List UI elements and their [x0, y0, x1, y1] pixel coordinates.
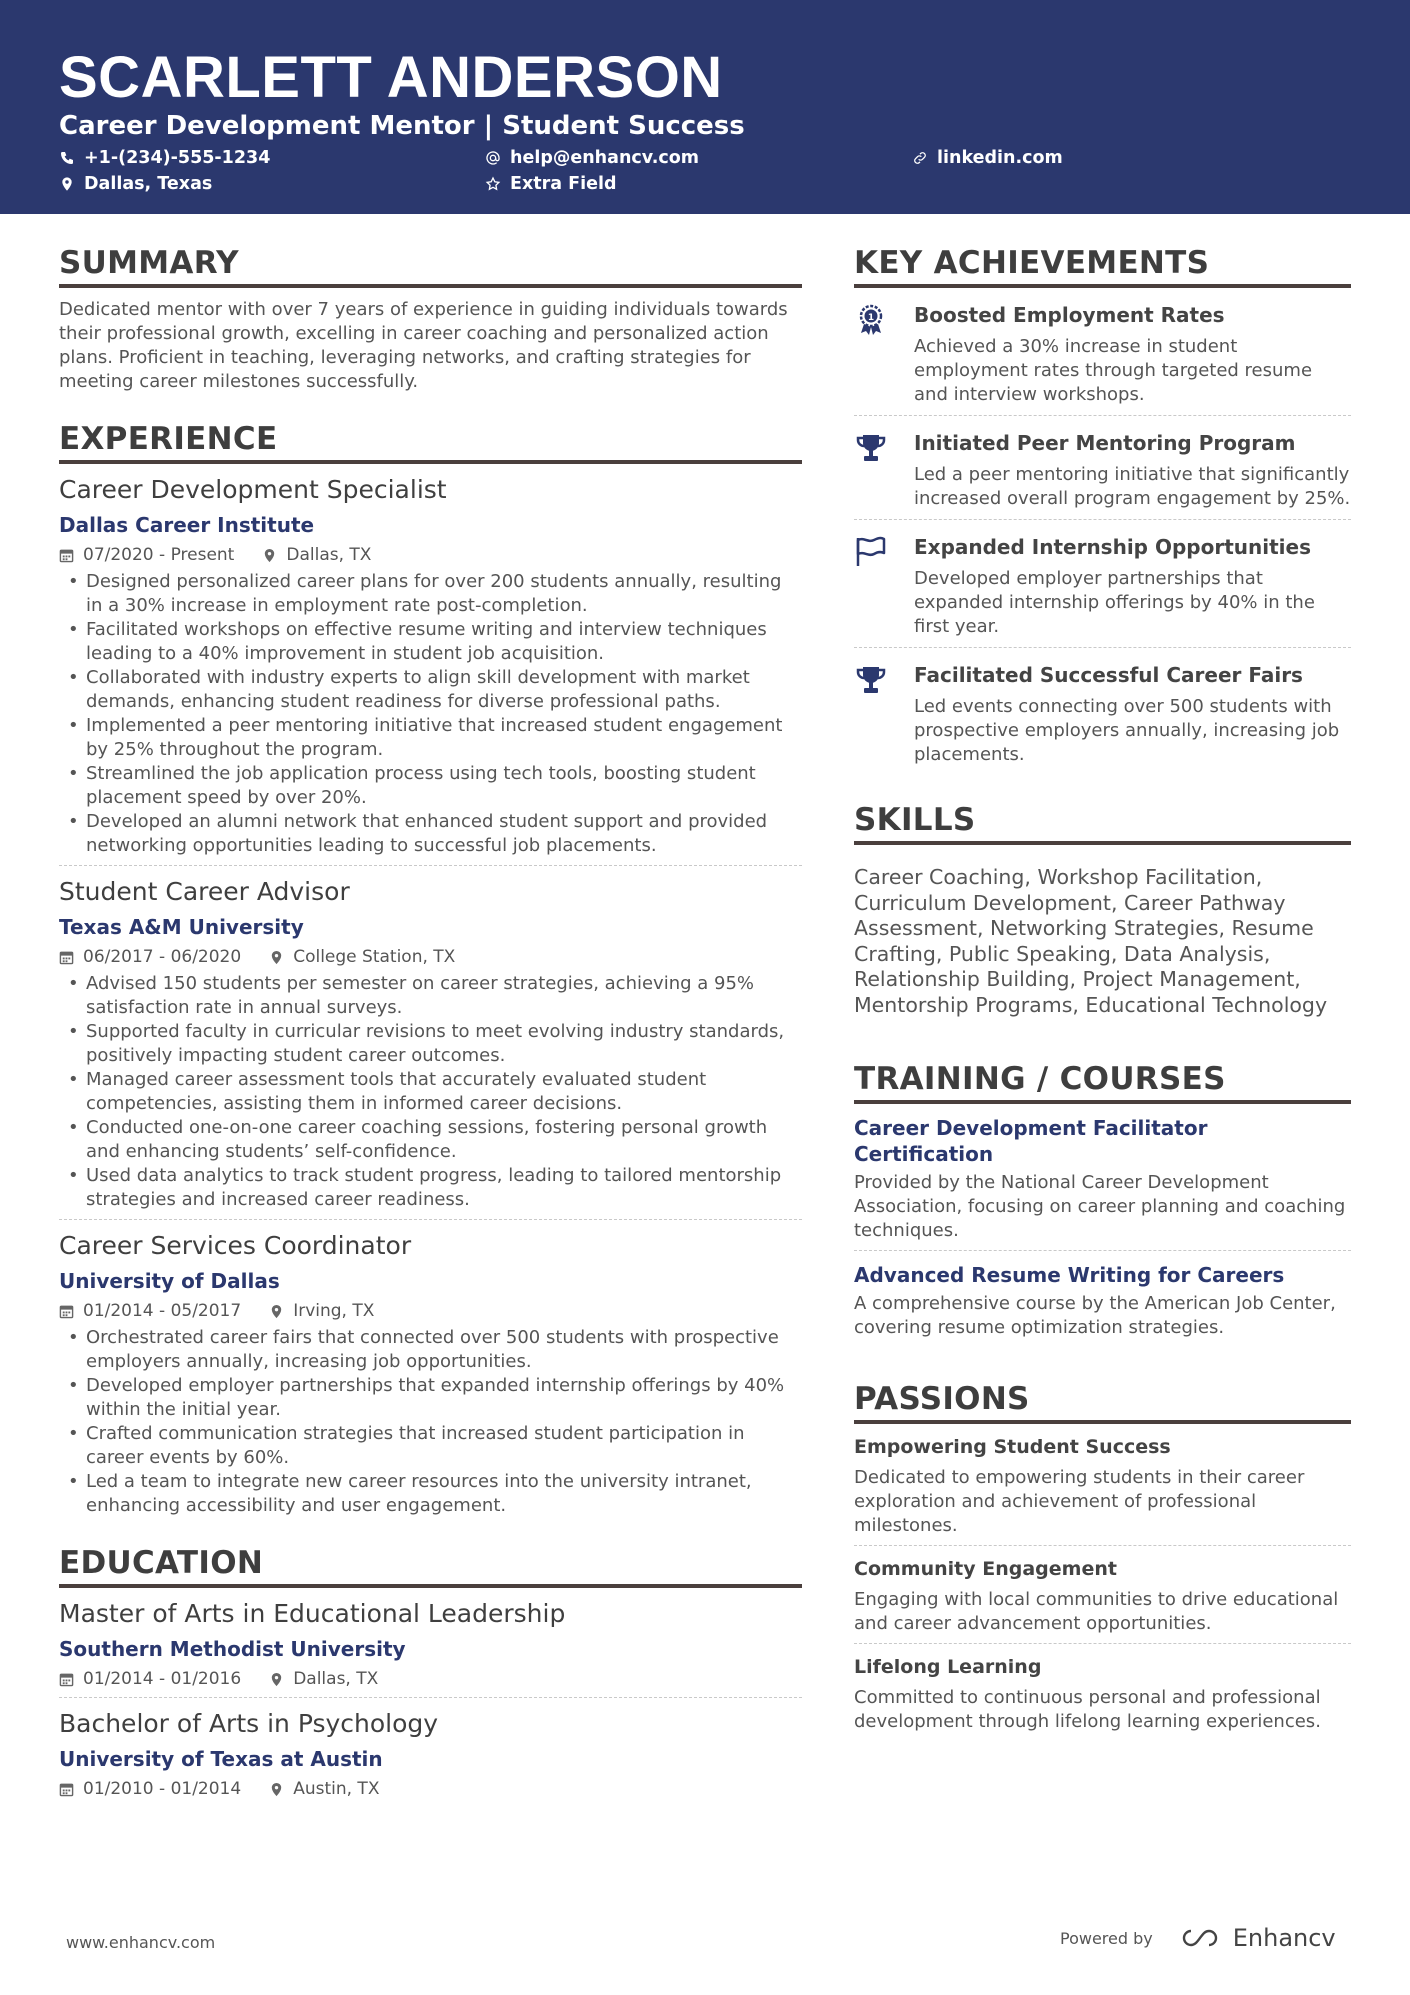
course-desc: A comprehensive course by the American Job Center, covering resume optimization strategies.	[854, 1293, 1336, 1338]
bullet-item: • Developed employer partnerships that expanded internship offerings by 40% within the initial year.	[59, 1374, 802, 1422]
contact-website[interactable]	[912, 148, 1063, 168]
entry-divider	[59, 865, 802, 866]
experience-entry	[59, 474, 802, 866]
left-column	[59, 244, 802, 1800]
entry-divider	[854, 1545, 1351, 1546]
achievement-title: Boosted Employment Rates	[914, 303, 1225, 327]
company-name: Texas A&M University	[59, 915, 304, 939]
job-bullets	[59, 972, 802, 1212]
degree-title: Master of Arts in Educational Leadership	[59, 1599, 566, 1628]
map-pin-icon	[59, 176, 75, 192]
job-meta	[59, 544, 802, 566]
email-text: help@enhancv.com	[510, 148, 700, 168]
map-pin-icon	[269, 950, 284, 965]
bullet-item: • Facilitated workshops on effective resume writing and interview techniques leading to a 40% improvement in student job acquisition.	[59, 618, 802, 666]
school-name: University of Texas at Austin	[59, 1747, 383, 1771]
job-bullets	[59, 570, 802, 858]
achievement-item	[854, 648, 1351, 775]
website-text: linkedin.com	[937, 148, 1063, 168]
job-dates: 07/2020 - Present	[83, 545, 235, 565]
achievement-title: Expanded Internship Opportunities	[914, 535, 1311, 559]
passion-item	[854, 1556, 1351, 1644]
education-dates: 01/2010 - 01/2014	[83, 1779, 242, 1799]
education-meta	[59, 1778, 802, 1800]
company-name: University of Dallas	[59, 1269, 280, 1293]
school-name: Southern Methodist University	[59, 1637, 406, 1661]
bullet-item: • Developed an alumni network that enhanced student support and provided networking opportunities leading to successful job placements.	[59, 810, 802, 858]
skills-text: Career Coaching, Workshop Facilitation, Curriculum Development, Career Pathway Assessment, Networking Strategies, Resume Crafting, Public Speaking, Data Analysis, Relationship Building, Project Management, Mentorship Programs, Educational Technology	[854, 865, 1328, 1017]
extra-text: Extra Field	[510, 174, 617, 194]
education-entry	[59, 1708, 802, 1800]
passion-title: Empowering Student Success	[854, 1436, 1171, 1458]
job-title: Student Career Advisor	[59, 877, 350, 906]
achievement-desc: Led events connecting over 500 students with prospective employers annually, increasing job placements.	[914, 696, 1340, 765]
bullet-item: • Conducted one-on-one career coaching sessions, fostering personal growth and enhancing students’ self-confidence.	[59, 1116, 802, 1164]
skills-section	[854, 801, 1351, 1018]
contact-location	[59, 174, 212, 194]
contact-email[interactable]	[485, 148, 699, 168]
passion-item	[854, 1654, 1351, 1734]
brand-logo[interactable]	[1177, 1924, 1336, 1952]
achievement-item	[854, 288, 1351, 416]
passion-title: Lifelong Learning	[854, 1656, 1042, 1678]
summary-heading: SUMMARY	[59, 244, 802, 288]
calendar-icon	[59, 1304, 74, 1319]
passion-title: Community Engagement	[854, 1558, 1117, 1580]
bullet-item: • Collaborated with industry experts to align skill development with market demands, enhancing student readiness for diverse professional paths.	[59, 666, 802, 714]
trophy-icon	[854, 429, 914, 511]
experience-entry	[59, 1230, 802, 1518]
trophy-icon	[854, 661, 914, 767]
calendar-icon	[59, 1782, 74, 1797]
calendar-icon	[59, 548, 74, 563]
course-desc: Provided by the National Career Development Association, focusing on career planning and coaching techniques.	[854, 1172, 1346, 1241]
job-location: College Station, TX	[293, 947, 456, 967]
course-item	[854, 1115, 1351, 1251]
location-text: Dallas, Texas	[84, 174, 213, 194]
brand-name: Enhancv	[1232, 1924, 1336, 1952]
enhancv-logo-icon	[1177, 1926, 1223, 1950]
passion-desc: Dedicated to empowering students in their career exploration and achievement of professional milestones.	[854, 1467, 1305, 1536]
education-location: Dallas, TX	[293, 1669, 379, 1689]
job-meta	[59, 1300, 802, 1322]
bullet-item: • Designed personalized career plans for over 200 students annually, resulting in a 30% increase in employment rate post-completion.	[59, 570, 802, 618]
achievements-section	[854, 244, 1351, 775]
phone-icon	[59, 150, 75, 166]
summary-section	[59, 244, 802, 394]
bullet-item: • Orchestrated career fairs that connected over 500 students with prospective employers annually, increasing job opportunities.	[59, 1326, 802, 1374]
job-title: Career Services Coordinator	[59, 1231, 412, 1260]
passion-item	[854, 1434, 1351, 1546]
calendar-icon	[59, 1672, 74, 1687]
entry-divider	[854, 1643, 1351, 1644]
bullet-item: • Supported faculty in curricular revisions to meet evolving industry standards, positively impacting student career outcomes.	[59, 1020, 802, 1068]
bullet-item: • Used data analytics to track student progress, leading to tailored mentorship strategies and increased career readiness.	[59, 1164, 802, 1212]
map-pin-icon	[269, 1672, 284, 1687]
degree-title: Bachelor of Arts in Psychology	[59, 1709, 439, 1738]
achievement-desc: Developed employer partnerships that expanded internship offerings by 40% in the first year.	[914, 568, 1315, 637]
contact-phone[interactable]	[59, 148, 270, 168]
map-pin-icon	[269, 1782, 284, 1797]
summary-text: Dedicated mentor with over 7 years of experience in guiding individuals towards their professional growth, excelling in career coaching and personalized action plans. Proficient in teaching, leveraging networks, and crafting strategies for meeting career milestones successfully.	[59, 299, 788, 392]
svg-text:1: 1	[867, 313, 875, 323]
achievement-desc: Achieved a 30% increase in student employment rates through targeted resume and interview workshops.	[914, 336, 1313, 405]
experience-section	[59, 420, 802, 1518]
achievement-title: Initiated Peer Mentoring Program	[914, 431, 1296, 455]
education-section	[59, 1544, 802, 1800]
star-icon	[485, 176, 501, 192]
powered-by-label: Powered by	[1060, 1928, 1153, 1948]
bullet-item: • Crafted communication strategies that increased student participation in career events by 60%.	[59, 1422, 802, 1470]
link-icon	[912, 150, 928, 166]
training-heading: TRAINING / COURSES	[854, 1060, 1351, 1104]
course-title: Career Development Facilitator Certification	[854, 1116, 1208, 1166]
achievement-title: Facilitated Successful Career Fairs	[914, 663, 1303, 687]
passion-desc: Committed to continuous personal and professional development through lifelong learning experiences.	[854, 1687, 1321, 1732]
education-entry	[59, 1598, 802, 1698]
training-section	[854, 1060, 1351, 1340]
job-location: Irving, TX	[293, 1301, 375, 1321]
entry-divider	[854, 1250, 1351, 1251]
bullet-item: • Managed career assessment tools that accurately evaluated student competencies, assisting them in informed career decisions.	[59, 1068, 802, 1116]
footer-branding	[1060, 1924, 1336, 1952]
course-item	[854, 1262, 1351, 1340]
education-location: Austin, TX	[293, 1779, 380, 1799]
bullet-item: • Advised 150 students per semester on career strategies, achieving a 95% satisfaction rate in annual surveys.	[59, 972, 802, 1020]
course-title: Advanced Resume Writing for Careers	[854, 1263, 1285, 1287]
job-bullets	[59, 1326, 802, 1518]
experience-entry	[59, 876, 802, 1220]
job-location: Dallas, TX	[286, 545, 372, 565]
achievement-item	[854, 416, 1351, 520]
education-heading: EDUCATION	[59, 1544, 802, 1588]
candidate-headline: Career Development Mentor | Student Success	[59, 111, 745, 141]
map-pin-icon	[262, 548, 277, 563]
bullet-item: • Implemented a peer mentoring initiative that increased student engagement by 25% throughout the program.	[59, 714, 802, 762]
phone-text: +1-(234)-555-1234	[84, 148, 271, 168]
achievement-item	[854, 520, 1351, 648]
job-meta	[59, 946, 802, 968]
skills-heading: SKILLS	[854, 801, 1351, 845]
job-dates: 01/2014 - 05/2017	[83, 1301, 242, 1321]
passions-heading: PASSIONS	[854, 1380, 1351, 1424]
job-title: Career Development Specialist	[59, 475, 447, 504]
education-dates: 01/2014 - 01/2016	[83, 1669, 242, 1689]
footer-website-link[interactable]: www.enhancv.com	[66, 1933, 216, 1952]
passions-section	[854, 1380, 1351, 1734]
company-name: Dallas Career Institute	[59, 513, 315, 537]
achievements-heading: KEY ACHIEVEMENTS	[854, 244, 1351, 288]
contact-extra	[485, 174, 617, 194]
right-column	[854, 244, 1351, 1734]
entry-divider	[59, 1697, 802, 1698]
award-badge-icon	[854, 301, 914, 407]
at-icon	[485, 150, 501, 166]
entry-divider	[59, 1219, 802, 1220]
job-dates: 06/2017 - 06/2020	[83, 947, 242, 967]
experience-heading: EXPERIENCE	[59, 420, 802, 464]
resume-header	[0, 0, 1410, 214]
calendar-icon	[59, 950, 74, 965]
passion-desc: Engaging with local communities to drive educational and career advancement opportunities.	[854, 1589, 1339, 1634]
bullet-item: • Streamlined the job application process using tech tools, boosting student placement speed by over 20%.	[59, 762, 802, 810]
candidate-name: SCARLETT ANDERSON	[59, 45, 723, 110]
bullet-item: • Led a team to integrate new career resources into the university intranet, enhancing accessibility and user engagement.	[59, 1470, 802, 1518]
achievement-desc: Led a peer mentoring initiative that significantly increased overall program engagement by 25%.	[914, 464, 1351, 509]
map-pin-icon	[269, 1304, 284, 1319]
education-meta	[59, 1668, 802, 1690]
flag-icon	[854, 533, 914, 639]
